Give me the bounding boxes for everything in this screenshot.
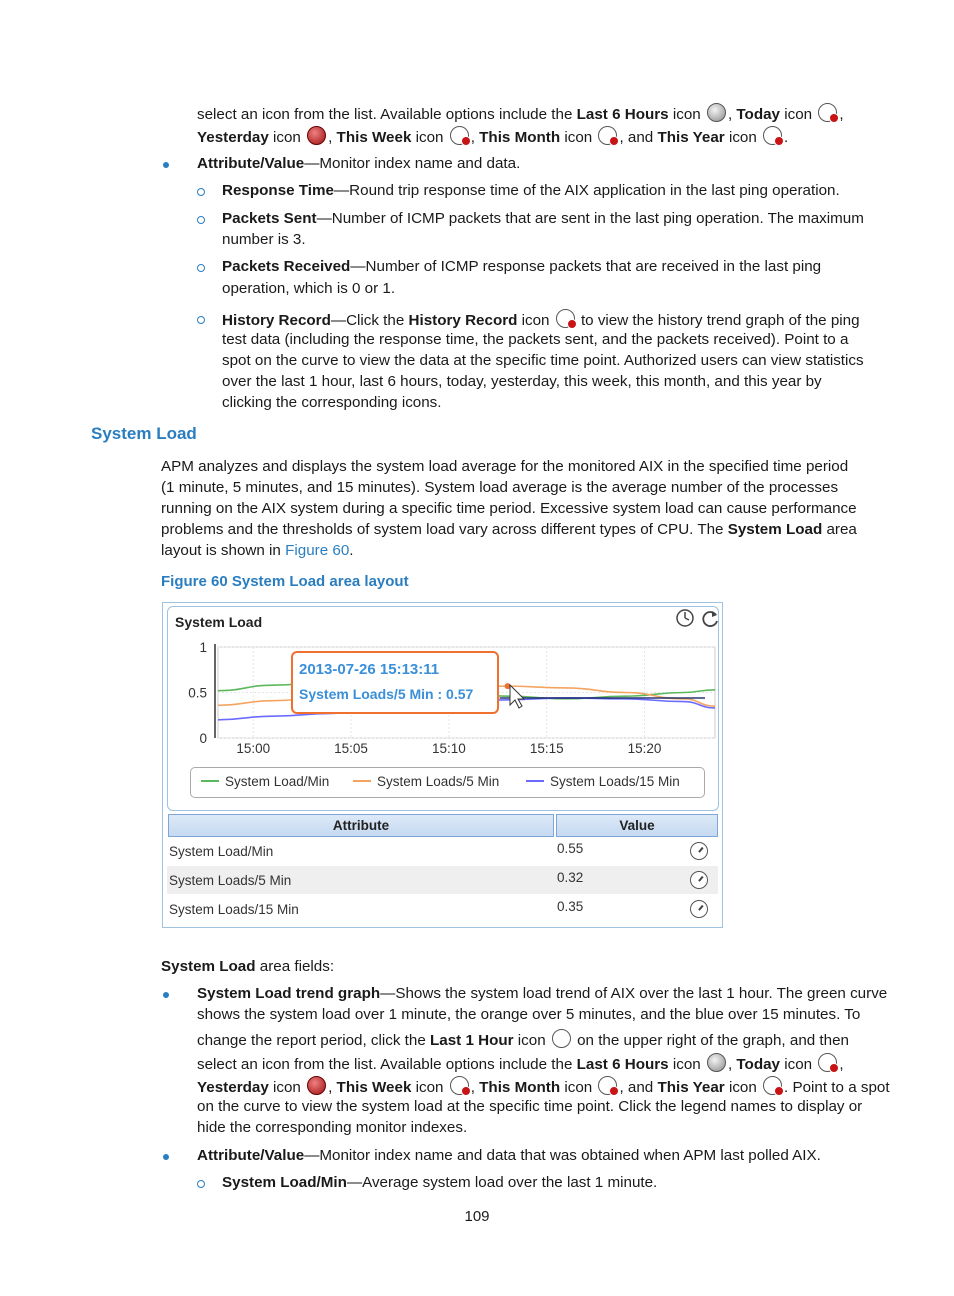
sub-bullet	[197, 1180, 205, 1188]
table-row	[167, 866, 718, 894]
bullet-dot	[163, 162, 169, 168]
sub-item-line: operation, which is 0 or 1.	[222, 280, 396, 297]
history-record-icon[interactable]	[690, 871, 708, 889]
sub-bullet	[197, 216, 205, 224]
x-tick-label: 15:15	[529, 741, 564, 756]
sub-item-packets-sent: Packets Sent—Number of ICMP packets that are sent in the last ping operation. The maximum	[222, 210, 864, 227]
bullet-dot	[163, 1154, 169, 1160]
para-line: System Load area fields:	[161, 958, 335, 975]
attribute-cell: System Loads/5 Min	[169, 873, 292, 888]
value-cell: 0.32	[557, 870, 584, 885]
sub-item-line: spot on the curve to view the data at the specific time point. Authorized users can view statistics	[222, 352, 864, 369]
today-icon[interactable]	[818, 1053, 837, 1072]
legend-item-load-min[interactable]: System Load/Min	[201, 774, 329, 789]
sub-bullet	[197, 316, 205, 324]
x-tick-label: 15:00	[236, 741, 271, 756]
this-year-icon[interactable]	[763, 1076, 782, 1095]
legend-item-load-15min[interactable]: System Loads/15 Min	[526, 774, 680, 789]
para-line: (1 minute, 5 minutes, and 15 minutes). System load average is the average number of the processes	[161, 479, 839, 496]
chart-legend	[190, 767, 705, 798]
sub-item-packets-received: Packets Received—Number of ICMP response packets that are received in the last ping	[222, 258, 822, 275]
sub-bullet	[197, 264, 205, 272]
table-row	[167, 837, 718, 865]
sub-item-history-record: History Record—Click the History Record icon to view the history trend graph of the ping	[222, 309, 860, 331]
sub-item-system-load-min: System Load/Min—Average system load over the last 1 minute.	[222, 1174, 658, 1191]
sub-item-line: over the last 1 hour, last 6 hours, today, yesterday, this week, this month, and this year by	[222, 373, 822, 390]
y-tick-label: 1	[199, 640, 207, 655]
value-cell: 0.35	[557, 899, 584, 914]
para-line: problems and the thresholds of system load vary across different types of CPU. The System Load area	[161, 521, 857, 538]
page-number: 109	[464, 1208, 490, 1225]
last-1-hour-icon[interactable]	[677, 610, 693, 626]
legend-item-load-5min[interactable]: System Loads/5 Min	[353, 774, 499, 789]
last-6-hours-icon[interactable]	[707, 103, 726, 122]
panel-title: System Load	[175, 614, 263, 630]
history-record-icon[interactable]	[690, 842, 708, 860]
tooltip-time: 2013-07-26 15:13:11	[299, 661, 440, 678]
yesterday-icon[interactable]	[307, 126, 326, 145]
sub-item-line: test data (including the response time, the packets sent, and the packets received). Point to a	[222, 331, 849, 348]
tooltip-value: System Loads/5 Min : 0.57	[299, 686, 474, 702]
para-line: APM analyzes and displays the system load average for the monitored AIX in the specified time period	[161, 458, 849, 475]
chart-tooltip	[292, 652, 498, 713]
history-record-icon[interactable]	[556, 309, 575, 328]
this-month-icon[interactable]	[598, 126, 617, 145]
figure-link[interactable]: Figure 60	[285, 542, 350, 559]
sub-item-line: number is 3.	[222, 231, 306, 248]
system-load-figure	[162, 602, 723, 928]
last-1-hour-icon[interactable]	[552, 1029, 571, 1048]
x-tick-label: 15:20	[627, 741, 662, 756]
this-year-icon[interactable]	[763, 126, 782, 145]
bullet-attribute-value: Attribute/Value—Monitor index name and data.	[197, 155, 521, 172]
attribute-cell: System Loads/15 Min	[169, 902, 299, 917]
value-cell: 0.55	[557, 841, 584, 856]
para-line: shows the system load over 1 minute, the orange over 5 minutes, and the blue over 15 minutes. To	[197, 1006, 861, 1023]
para-line: hide the corresponding monitor indexes.	[197, 1119, 468, 1136]
chart-panel	[167, 606, 719, 811]
table-row	[167, 895, 718, 923]
para-line: layout is shown in Figure 60.	[161, 542, 354, 559]
yesterday-icon[interactable]	[307, 1076, 326, 1095]
y-tick-label: 0	[199, 731, 207, 746]
bullet-dot	[163, 992, 169, 998]
x-tick-label: 15:10	[431, 741, 466, 756]
x-tick-label: 15:05	[334, 741, 368, 756]
section-heading: System Load	[91, 424, 197, 443]
sub-item-line: clicking the corresponding icons.	[222, 394, 442, 411]
column-header-attribute: Attribute	[168, 814, 554, 837]
figure-caption: Figure 60 System Load area layout	[161, 573, 409, 590]
today-icon[interactable]	[818, 103, 837, 122]
sub-bullet	[197, 188, 205, 196]
para-line: on the curve to view the system load at the specific time point. Click the legend names to display or	[197, 1098, 863, 1115]
refresh-icon[interactable]	[703, 611, 717, 626]
para-line: Yesterday icon , This Week icon , This Month icon , and This Year icon . Point to a spot	[197, 1076, 890, 1098]
last-6-hours-icon[interactable]	[707, 1053, 726, 1072]
this-month-icon[interactable]	[598, 1076, 617, 1095]
attribute-cell: System Load/Min	[169, 844, 274, 859]
y-tick-label: 0.5	[188, 685, 207, 701]
bullet-attribute-value: Attribute/Value—Monitor index name and data that was obtained when APM last polled AIX.	[197, 1147, 821, 1164]
this-week-icon[interactable]	[450, 1076, 469, 1095]
sub-item-response-time: Response Time—Round trip response time of the AIX application in the last ping operation.	[222, 182, 840, 199]
history-record-icon[interactable]	[690, 900, 708, 918]
para-line: running on the AIX system during a specific time period. Excessive system load can cause performance	[161, 500, 857, 517]
bullet-trend-graph: System Load trend graph—Shows the system load trend of AIX over the last 1 hour. The green curve	[197, 985, 888, 1002]
para-line: Yesterday icon , This Week icon , This Month icon , and This Year icon .	[197, 126, 788, 148]
para-line: select an icon from the list. Available options include the Last 6 Hours icon , Today icon ,	[197, 1053, 844, 1075]
para-line: change the report period, click the Last 1 Hour icon on the upper right of the graph, and then	[197, 1029, 849, 1051]
column-header-value: Value	[556, 814, 718, 837]
this-week-icon[interactable]	[450, 126, 469, 145]
para-line: select an icon from the list. Available options include the Last 6 Hours icon , Today icon ,	[197, 103, 844, 125]
